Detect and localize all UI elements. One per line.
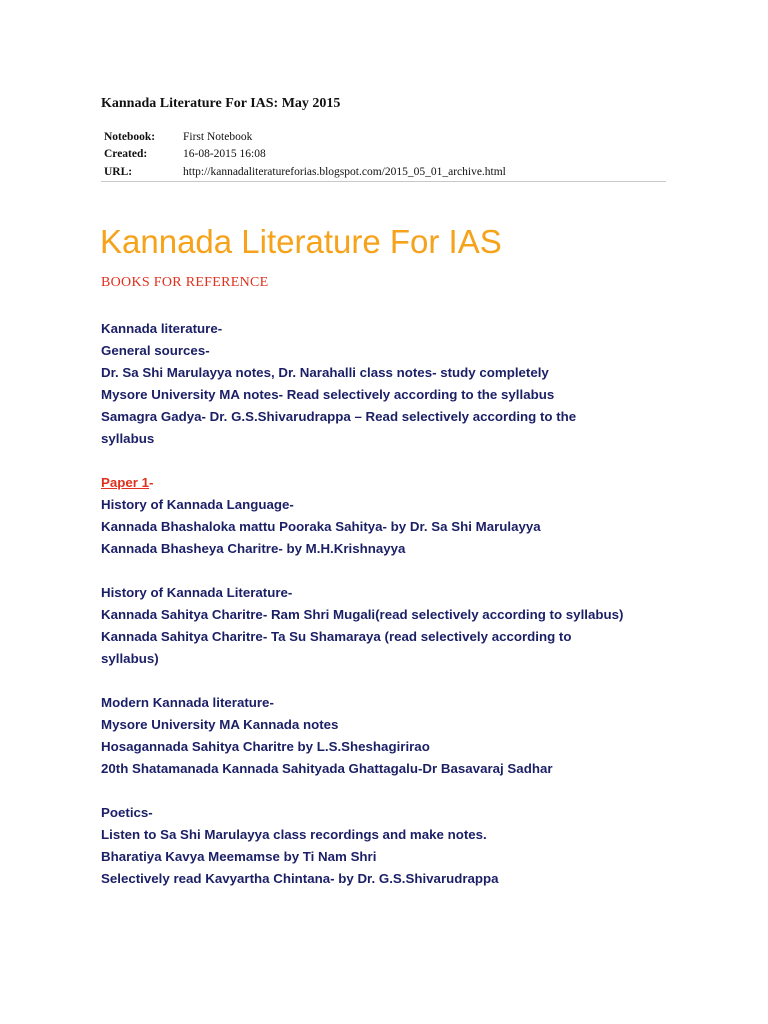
metadata-label: Created:	[104, 148, 148, 161]
text-line: Kannada Sahitya Charitre- Ta Su Shamaraya (read selectively according to	[101, 629, 572, 644]
text-line: Selectively read Kavyartha Chintana- by Dr. G.S.Shivarudrappa	[101, 871, 499, 886]
text-line: History of Kannada Language-	[101, 497, 294, 512]
text-line: Kannada Bhashaloka mattu Pooraka Sahitya- by Dr. Sa Shi Marulayya	[101, 519, 541, 534]
text-line: Poetics-	[101, 805, 153, 820]
page-heading: Kannada Literature For IAS	[100, 223, 502, 260]
paper-heading-line	[101, 472, 721, 494]
text-line: syllabus)	[101, 651, 159, 666]
spacer	[101, 670, 721, 692]
metadata-row-notebook	[101, 128, 666, 146]
metadata-row-created	[101, 146, 666, 164]
metadata-label: URL:	[101, 163, 180, 181]
metadata-row-url	[101, 163, 666, 181]
text-line: Bharatiya Kavya Meemamse by Ti Nam Shri	[101, 849, 377, 864]
spacer	[101, 450, 721, 472]
text-line: Listen to Sa Shi Marulayya class recordings and make notes.	[101, 827, 487, 842]
reference-body	[101, 318, 721, 890]
spacer	[101, 560, 721, 582]
books-for-reference-heading: BOOKS FOR REFERENCE	[101, 275, 269, 290]
metadata-label: Notebook:	[104, 130, 156, 143]
text-line: syllabus	[101, 431, 155, 446]
metadata-value-created: 16-08-2015 16:08	[183, 148, 266, 161]
text-line: Kannada literature-	[101, 321, 223, 336]
metadata-value-notebook: First Notebook	[183, 130, 253, 143]
paper-1-link[interactable]: Paper 1	[101, 475, 150, 490]
text-line: Dr. Sa Shi Marulayya notes, Dr. Narahalli class notes- study completely	[101, 365, 549, 380]
text-line: 20th Shatamanada Kannada Sahityada Ghattagalu-Dr Basavaraj Sadhar	[101, 761, 553, 776]
text-line: Mysore University MA Kannada notes	[101, 717, 339, 732]
metadata-value-url: http://kannadaliteratureforias.blogspot.com/2015_05_01_archive.html	[180, 163, 666, 181]
note-title: Kannada Literature For IAS: May 2015	[101, 96, 341, 111]
text-line: Kannada Sahitya Charitre- Ram Shri Mugali(read selectively according to syllabus)	[101, 607, 624, 622]
text-line: Modern Kannada literature-	[101, 695, 274, 710]
text-line: History of Kannada Literature-	[101, 585, 293, 600]
spacer	[101, 780, 721, 802]
paper-dash: -	[149, 475, 154, 490]
text-line: Mysore University MA notes- Read selectively according to the syllabus	[101, 387, 555, 402]
text-line: General sources-	[101, 343, 210, 358]
note-metadata-table	[101, 128, 666, 182]
text-line: Hosagannada Sahitya Charitre by L.S.Sheshagirirao	[101, 739, 430, 754]
text-line: Samagra Gadya- Dr. G.S.Shivarudrappa – Read selectively according to the	[101, 409, 577, 424]
text-line: Kannada Bhasheya Charitre- by M.H.Krishnayya	[101, 541, 406, 556]
